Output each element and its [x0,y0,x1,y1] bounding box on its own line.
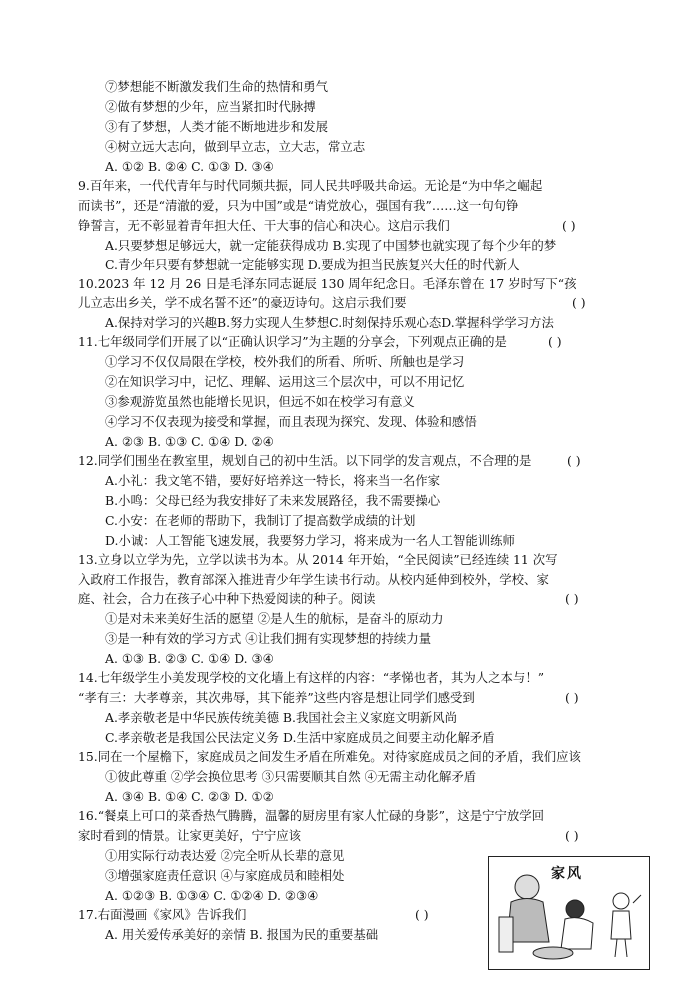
text-line: A.保持对学习的兴趣B.努力实现人生梦想C.时刻保持乐观心态D.掌握科学学习方法 [105,315,554,330]
text-line: 入政府工作报告，教育部深入推进青少年学生读书行动。从校内延伸到校外，学校、家 [78,572,549,587]
answer-blank: ( ) [562,218,576,233]
text-line: 12.同学们围坐在教室里，规划自己的初中生活。以下同学的发言观点，不合理的是 [78,453,532,468]
text-line: 11.七年级同学们开展了以“正确认识学习”为主题的分享会，下列观点正确的是 [78,334,507,349]
text-line: A.小礼：我文笔不错，要好好培养这一特长，将来当一名作家 [105,473,441,488]
text-line: A. ①③ B. ②③ C. ①④ D. ③④ [105,651,274,666]
answer-blank: ( ) [415,907,429,922]
text-line: “孝有三：大孝尊亲，其次弗辱，其下能养”这些内容是想让同学们感受到 [78,690,475,705]
text-line: ③是一种有效的学习方式 ④让我们拥有实现梦想的持续力量 [105,631,432,646]
text-line: ②在知识学习中，记忆、理解、运用这三个层次中，可以不用记忆 [105,374,465,389]
text-line: 13.立身以立学为先，立学以读书为本。从 2014 年开始，“全民阅读”已经连续 11 次写 [78,552,558,567]
text-line: A.孝亲敬老是中华民族传统美德 B.我国社会主义家庭文明新风尚 [105,710,458,725]
answer-blank: ( ) [565,828,579,843]
text-line: ③有了梦想，人类才能不断地进步和发展 [105,119,329,134]
text-line: ②做有梦想的少年，应当紧扣时代脉搏 [105,99,316,114]
text-line: 10.2023 年 12 月 26 日是毛泽东同志诞辰 130 周年纪念日。毛泽东曾在 17 岁时写下“孩 [78,276,577,291]
text-line: 9.百年来，一代代青年与时代同频共振，同人民共呼吸共命运。无论是“为中华之崛起 [78,178,543,193]
text-line: 庭、社会，合力在孩子心中种下热爱阅读的种子。阅读 [78,591,376,606]
answer-blank: ( ) [572,295,586,310]
answer-blank: ( ) [548,334,562,349]
text-line: ⑦梦想能不断激发我们生命的热情和勇气 [105,79,329,94]
text-line: A. ③④ B. ①④ C. ②③ D. ①② [105,789,274,804]
text-line: 17.右面漫画《家风》告诉我们 [78,907,247,922]
text-line: A. ①②③ B. ①③④ C. ①②④ D. ②③④ [105,888,319,903]
text-line: 铮誓言，无不彰显着青年担大任、干大事的信心和决心。这启示我们 [78,218,450,233]
answer-blank: ( ) [565,690,579,705]
answer-blank: ( ) [565,591,579,606]
text-line: C.小安：在老师的帮助下，我制订了提高数学成绩的计划 [105,513,416,528]
text-line: A. ②③ B. ①③ C. ①④ D. ②④ [105,434,274,449]
text-line: 家时看到的情景。让家更美好，宁宁应该 [78,828,302,843]
text-line: D.小诚：人工智能飞速发展，我要努力学习，将来成为一名人工智能训练师 [105,533,515,548]
text-line: ①是对未来美好生活的愿望 ②是人生的航标，是奋斗的原动力 [105,611,444,626]
text-line: ①用实际行动表达爱 ②完全听从长辈的意见 [105,848,345,863]
text-line: ③增强家庭责任意识 ④与家庭成员和睦相处 [105,868,345,883]
text-line: 儿立志出乡关，学不成名誓不还”的豪迈诗句。这启示我们要 [78,295,407,310]
text-line: ④树立远大志向，做到早立志，立大志，常立志 [105,139,366,154]
text-line: 14.七年级学生小美发现学校的文化墙上有这样的内容：“孝悌也者，其为人之本与！” [78,670,545,685]
cartoon-drawing [489,857,649,969]
family-tradition-cartoon [488,856,650,970]
text-line: C.孝亲敬老是我国公民法定义务 D.生活中家庭成员之间要主动化解矛盾 [105,730,495,745]
text-line: 16.“餐桌上可口的菜香热气腾腾，温馨的厨房里有家人忙碌的身影”，这是宁宁放学回 [78,808,545,823]
text-line: 而读书”，还是“清澈的爱，只为中国”或是“请党放心，强国有我”……这一句句铮 [78,198,519,213]
text-line: ④学习不仅表现为接受和掌握，而且表现为探究、发现、体验和感悟 [105,414,477,429]
cartoon-title: 家风 [551,866,583,882]
answer-blank: ( ) [567,453,581,468]
text-line: B.小鸣：父母已经为我安排好了未来发展路径，我不需要操心 [105,493,441,508]
text-line: A. 用关爱传承美好的亲情 B. 报国为民的重要基础 [105,927,379,942]
text-line: A. ①② B. ②④ C. ①③ D. ③④ [105,159,274,174]
text-line: ③参观游览虽然也能增长见识，但远不如在校学习有意义 [105,394,415,409]
text-line: ①学习不仅仅局限在学校，校外我们的所看、所听、所触也是学习 [105,354,465,369]
text-line: A.只要梦想足够远大，就一定能获得成功 B.实现了中国梦也就实现了每个少年的梦 [105,238,557,253]
text-line: ①彼此尊重 ②学会换位思考 ③只需要顺其自然 ④无需主动化解矛盾 [105,769,477,784]
text-line: 15.同在一个屋檐下，家庭成员之间发生矛盾在所难免。对待家庭成员之间的矛盾，我们应该 [78,749,581,764]
text-line: C.青少年只要有梦想就一定能够实现 D.要成为担当民族复兴大任的时代新人 [105,257,520,272]
